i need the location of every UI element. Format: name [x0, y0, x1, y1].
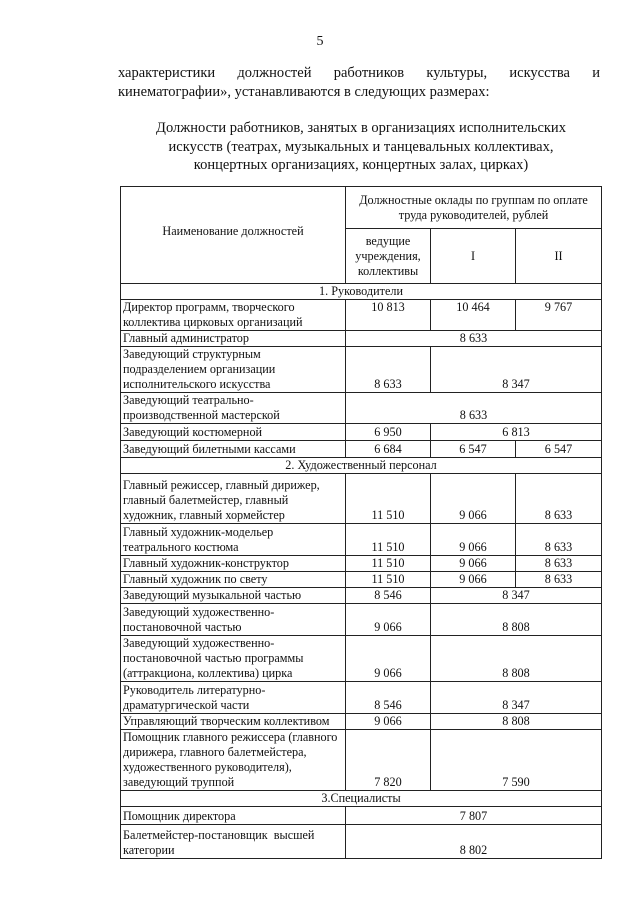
salary-value: 8 633: [516, 572, 602, 588]
table-row: [121, 730, 602, 791]
table-row: [121, 556, 602, 572]
salary-value: 8 546: [346, 588, 431, 604]
salary-value: 8 633: [516, 556, 602, 572]
salary-value: 8 347: [431, 588, 602, 604]
position-name: Балетмейстер-постановщик высшей категории: [121, 825, 346, 859]
salary-value: 8 633: [346, 393, 602, 424]
position-name: Заведующий художественно-постановочной частью: [121, 604, 346, 636]
salary-value: 8 633: [346, 331, 602, 347]
salary-value: 9 066: [346, 636, 431, 682]
table-row: [121, 807, 602, 825]
position-name: Заведующий структурным подразделением организации исполнительского искусства: [121, 347, 346, 393]
salary-value: 9 066: [431, 556, 516, 572]
table-row: [121, 347, 602, 393]
salary-value: 8 347: [431, 347, 602, 393]
salary-value: 9 767: [516, 300, 602, 331]
section-row: [121, 791, 602, 807]
salary-table: [120, 186, 602, 859]
table-row: [121, 424, 602, 441]
salary-value: 9 066: [431, 572, 516, 588]
salary-value: 11 510: [346, 556, 431, 572]
section-row: [121, 284, 602, 300]
position-name: Главный режиссер, главный дирижер, главный балетмейстер, главный художник, главный хормейстер: [121, 474, 346, 524]
table-row: [121, 714, 602, 730]
section-heading: 2. Художественный персонал: [121, 458, 602, 474]
section-heading: 3.Специалисты: [121, 791, 602, 807]
header-salary-group: Должностные оклады по группам по оплате труда руководителей, рублей: [346, 187, 602, 229]
position-name: Помощник главного режиссера (главного дирижера, главного балетмейстера, художественного руководителя), заведующий труппой: [121, 730, 346, 791]
header-group-2: II: [516, 229, 602, 284]
salary-value: 8 808: [431, 636, 602, 682]
position-name: Руководитель литературно-драматургической части: [121, 682, 346, 714]
position-name: Директор программ, творческого коллектива цирковых организаций: [121, 300, 346, 331]
position-name: Помощник директора: [121, 807, 346, 825]
salary-value: 7 820: [346, 730, 431, 791]
table-row: [121, 474, 602, 524]
section-heading: 1. Руководители: [121, 284, 602, 300]
position-name: Заведующий билетными кассами: [121, 441, 346, 458]
position-name: Заведующий театрально-производственной мастерской: [121, 393, 346, 424]
salary-value: 8 633: [516, 524, 602, 556]
table-row: [121, 441, 602, 458]
position-name: Главный художник-модельер театрального костюма: [121, 524, 346, 556]
table-row: [121, 524, 602, 556]
title-line: концертных организациях, концертных залах, цирках): [193, 157, 529, 173]
header-group-1: I: [431, 229, 516, 284]
salary-value: 11 510: [346, 474, 431, 524]
table-row: [121, 682, 602, 714]
table-row: [121, 331, 602, 347]
intro-paragraph: [118, 64, 600, 102]
table-row: [121, 588, 602, 604]
intro-line: характеристики должностей работников культуры, искусства и: [118, 65, 600, 81]
salary-value: 8 808: [431, 714, 602, 730]
table-row: [121, 572, 602, 588]
salary-value: 8 808: [431, 604, 602, 636]
position-name: Управляющий творческим коллективом: [121, 714, 346, 730]
salary-value: 7 807: [346, 807, 602, 825]
salary-value: 10 464: [431, 300, 516, 331]
salary-value: 6 547: [516, 441, 602, 458]
salary-value: 8 802: [346, 825, 602, 859]
intro-line: кинематографии», устанавливаются в следующих размерах:: [118, 84, 490, 100]
section-row: [121, 458, 602, 474]
salary-value: 8 633: [346, 347, 431, 393]
header-lead: ведущие учреждения, коллективы: [346, 229, 431, 284]
salary-value: 6 547: [431, 441, 516, 458]
header-name: Наименование должностей: [121, 187, 346, 284]
table-row: [121, 300, 602, 331]
position-name: Главный художник-конструктор: [121, 556, 346, 572]
position-name: Заведующий костюмерной: [121, 424, 346, 441]
salary-value: 8 347: [431, 682, 602, 714]
salary-value: 11 510: [346, 572, 431, 588]
salary-value: 8 546: [346, 682, 431, 714]
position-name: Главный администратор: [121, 331, 346, 347]
title-line: Должности работников, занятых в организациях исполнительских: [156, 120, 566, 136]
salary-value: 6 950: [346, 424, 431, 441]
table-row: [121, 636, 602, 682]
table-row: [121, 393, 602, 424]
salary-value: 7 590: [431, 730, 602, 791]
salary-value: 9 066: [346, 604, 431, 636]
position-name: Заведующий музыкальной частью: [121, 588, 346, 604]
position-name: Заведующий художественно-постановочной частью программы (аттракциона, коллектива) цирка: [121, 636, 346, 682]
header-row: [121, 187, 602, 229]
salary-value: 9 066: [431, 524, 516, 556]
salary-value: 10 813: [346, 300, 431, 331]
salary-value: 11 510: [346, 524, 431, 556]
table-title: [118, 119, 604, 175]
position-name: Главный художник по свету: [121, 572, 346, 588]
title-line: искусств (театрах, музыкальных и танцевальных коллективах,: [168, 138, 554, 155]
salary-value: 6 813: [431, 424, 602, 441]
table-row: [121, 604, 602, 636]
table-row: [121, 825, 602, 859]
page-number: 5: [316, 34, 324, 49]
salary-value: 9 066: [431, 474, 516, 524]
salary-value: 6 684: [346, 441, 431, 458]
salary-value: 8 633: [516, 474, 602, 524]
salary-value: 9 066: [346, 714, 431, 730]
